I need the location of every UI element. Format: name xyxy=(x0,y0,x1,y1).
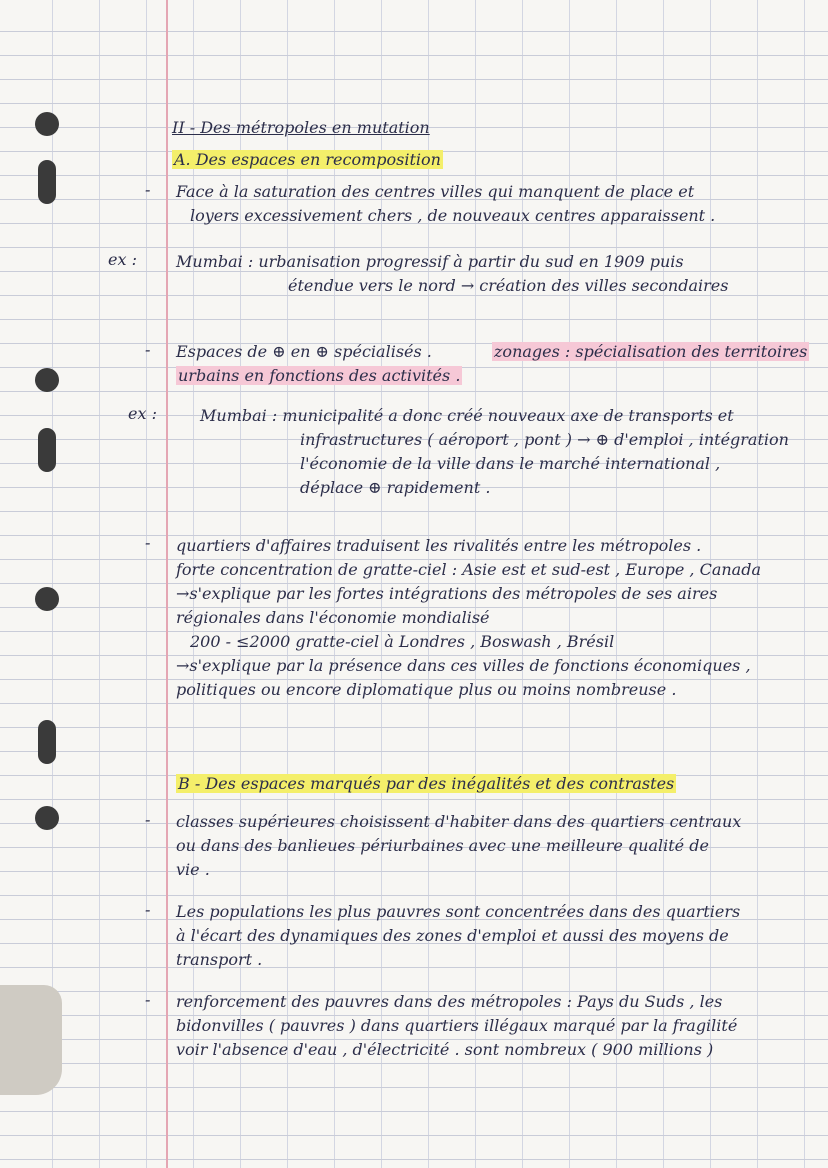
punch-hole xyxy=(35,806,59,830)
torn-corner xyxy=(0,985,62,1095)
note-line: déplace ⊕ rapidement . xyxy=(300,478,491,497)
note-line: à l'écart des dynamiques des zones d'emploi et aussi des moyens de xyxy=(176,926,729,945)
bullet: - xyxy=(145,180,151,199)
punch-hole xyxy=(35,112,59,136)
note-line: infrastructures ( aéroport , pont ) → ⊕ d'emploi , intégration xyxy=(300,430,789,449)
note-line: Face à la saturation des centres villes qui manquent de place et xyxy=(176,182,695,201)
note-line: quartiers d'affaires traduisent les rivalités entre les métropoles . xyxy=(176,536,702,555)
note-line: Les populations les plus pauvres sont concentrées dans des quartiers xyxy=(176,902,741,921)
note-line: →s'explique par la présence dans ces villes de fonctions économiques , xyxy=(176,656,751,675)
bullet: - xyxy=(145,810,151,829)
subsection-b-title: B - Des espaces marqués par des inégalités et des contrastes xyxy=(178,774,675,793)
note-line: forte concentration de gratte-ciel : Asie est et sud-est , Europe , Canada xyxy=(176,560,761,579)
subsection-a-title: A. Des espaces en recomposition xyxy=(174,150,441,169)
note-line: loyers excessivement chers , de nouveaux centres apparaissent . xyxy=(190,206,716,225)
ex-label: ex : xyxy=(108,250,137,269)
punch-hole xyxy=(38,720,56,764)
note-line: →s'explique par les fortes intégrations des métropoles de ses aires xyxy=(176,584,718,603)
bullet: - xyxy=(145,340,151,359)
bullet: - xyxy=(145,533,151,552)
ex-label: ex : xyxy=(128,404,157,423)
note-line: Mumbai : urbanisation progressif à partir du sud en 1909 puis xyxy=(176,252,684,271)
note-line: 200 - ≤2000 gratte-ciel à Londres , Boswash , Brésil xyxy=(190,632,615,651)
punch-hole xyxy=(35,368,59,392)
note-line: classes supérieures choisissent d'habiter dans des quartiers centraux xyxy=(176,812,742,831)
note-line: transport . xyxy=(176,950,263,969)
note-line: Espaces de ⊕ en ⊕ spécialisés . xyxy=(176,342,432,361)
note-line-highlight: urbains en fonctions des activités . xyxy=(178,366,461,385)
note-line: renforcement des pauvres dans des métropoles : Pays du Suds , les xyxy=(176,992,723,1011)
note-line: régionales dans l'économie mondialisé xyxy=(176,608,490,627)
bullet: - xyxy=(145,990,151,1009)
punch-hole xyxy=(35,587,59,611)
note-line: vie . xyxy=(176,860,210,879)
punch-hole xyxy=(38,428,56,472)
note-line: étendue vers le nord → création des villes secondaires xyxy=(288,276,729,295)
note-line: voir l'absence d'eau , d'électricité . sont nombreux ( 900 millions ) xyxy=(176,1040,714,1059)
margin-line xyxy=(166,0,168,1168)
punch-hole xyxy=(38,160,56,204)
note-line: ou dans des banlieues périurbaines avec une meilleure qualité de xyxy=(176,836,709,855)
bullet: - xyxy=(145,900,151,919)
note-line: Mumbai : municipalité a donc créé nouveaux axe de transports et xyxy=(200,406,734,425)
note-line: politiques ou encore diplomatique plus ou moins nombreuse . xyxy=(176,680,677,699)
section-title: II - Des métropoles en mutation xyxy=(172,118,430,137)
note-line: l'économie de la ville dans le marché international , xyxy=(300,454,721,473)
note-line: bidonvilles ( pauvres ) dans quartiers illégaux marqué par la fragilité xyxy=(176,1016,738,1035)
note-line-highlight: zonages : spécialisation des territoires xyxy=(494,342,808,361)
